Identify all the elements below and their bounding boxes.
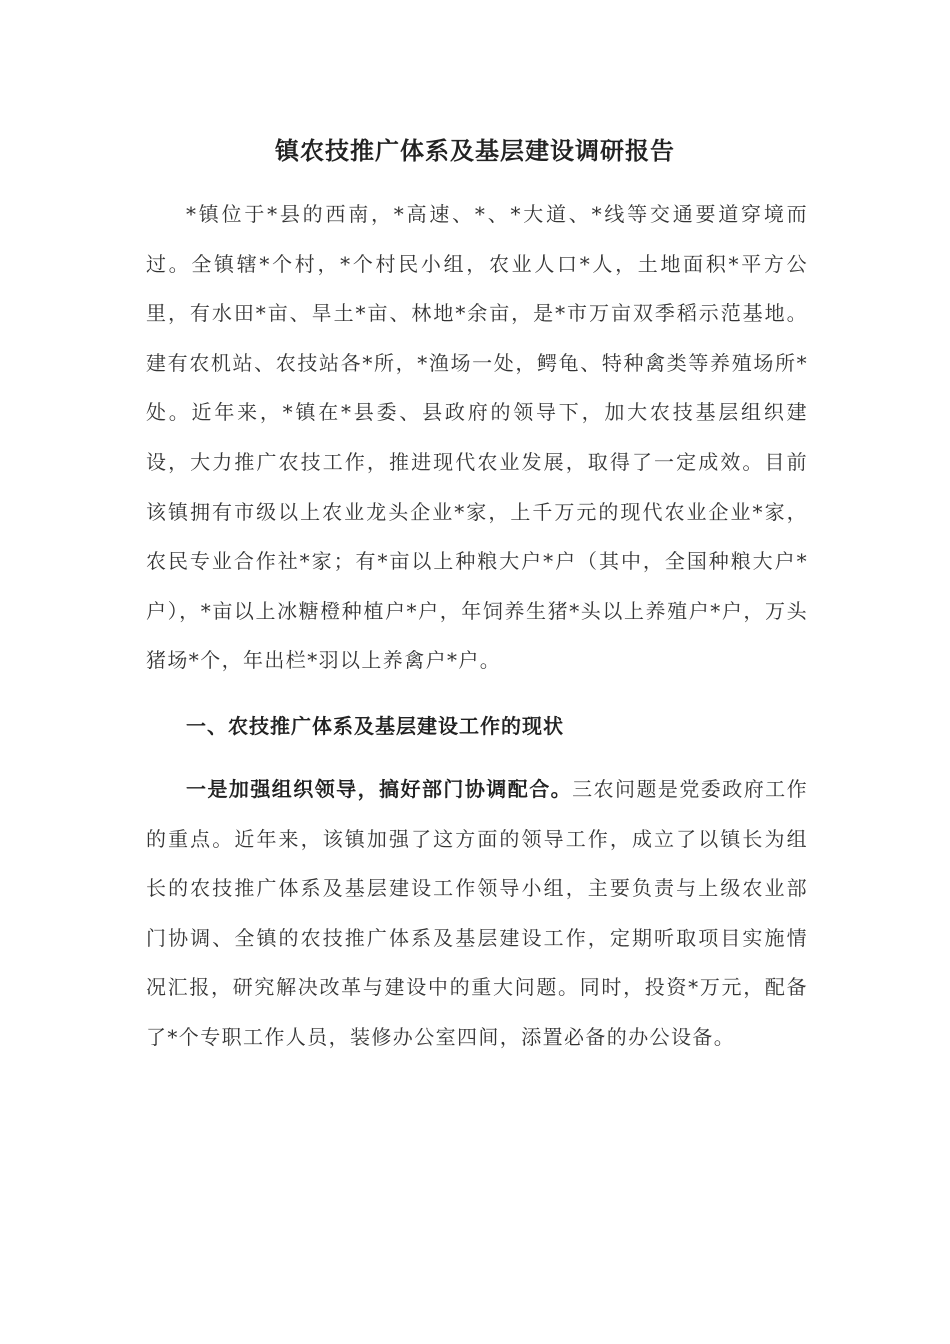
section-paragraph-body: 三农问题是党委政府工作的重点。近年来，该镇加强了这方面的领导工作，成立了以镇长为组长的农技推广体系及基层建设工作领导小组，主要负责与上级农业部门协调、全镇的农技推广体系及基层建设工作，定期听取项目实施情况汇报，研究解决改革与建设中的重大问题。同时，投资*万元，配备了*个专职工作人员，装修办公室四间，添置必备的办公设备。 bbox=[146, 777, 808, 1049]
section-paragraph bbox=[146, 765, 808, 1063]
document-title: 镇农技推广体系及基层建设调研报告 bbox=[275, 136, 675, 165]
intro-paragraph: *镇位于*县的西南，*高速、*、*大道、*线等交通要道穿境而过。全镇辖*个村，*个村民小组，农业人口*人，土地面积*平方公里，有水田*亩、旱土*亩、林地*余亩，是*市万亩双季稻示范基地。建有农机站、农技站各*所，*渔场一处，鳄龟、特种禽类等养殖场所*处。近年来，*镇在*县委、县政府的领导下，加大农技基层组织建设，大力推广农技工作，推进现代农业发展，取得了一定成效。目前该镇拥有市级以上农业龙头企业*家，上千万元的现代农业企业*家，农民专业合作社*家；有*亩以上种粮大户*户（其中，全国种粮大户*户），*亩以上冰糖橙种植户*户，年饲养生猪*头以上养殖户*户，万头猪场*个，年出栏*羽以上养禽户*户。 bbox=[146, 202, 808, 673]
section-paragraph-lead: 一是加强组织领导，搞好部门协调配合。 bbox=[186, 777, 573, 801]
section-heading: 一、农技推广体系及基层建设工作的现状 bbox=[186, 714, 564, 738]
